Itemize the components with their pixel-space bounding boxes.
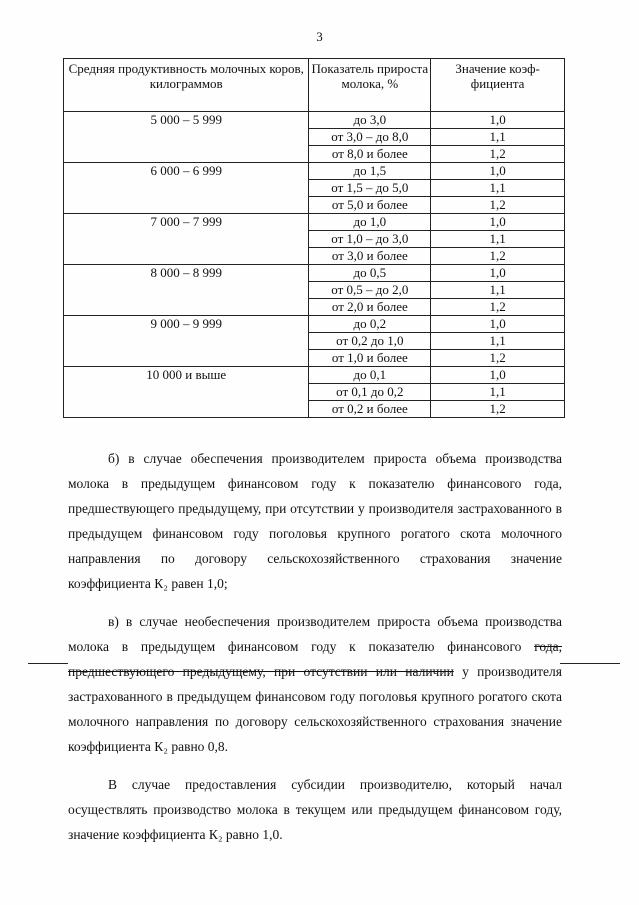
coefficient-cell: 1,0 xyxy=(431,163,565,180)
milk-growth-cell: до 1,0 xyxy=(309,214,431,231)
coefficient-cell: 1,2 xyxy=(431,401,565,418)
coefficient-cell: 1,2 xyxy=(431,299,565,316)
productivity-cell: 7 000 – 7 999 xyxy=(64,214,309,265)
strike-rule-left xyxy=(28,663,68,664)
coefficient-cell: 1,1 xyxy=(431,384,565,401)
coefficient-cell: 1,1 xyxy=(431,333,565,350)
milk-growth-cell: до 3,0 xyxy=(309,112,431,129)
table-row xyxy=(64,367,565,384)
coefficient-cell: 1,1 xyxy=(431,282,565,299)
coefficient-cell: 1,0 xyxy=(431,265,565,282)
header-coefficient: Значение коэф-фициента xyxy=(431,59,565,112)
strike-rule-right xyxy=(560,663,620,664)
coefficient-cell: 1,0 xyxy=(431,112,565,129)
milk-growth-cell: до 0,1 xyxy=(309,367,431,384)
milk-growth-cell: от 1,0 и более xyxy=(309,350,431,367)
paragraph-v xyxy=(68,609,562,759)
page-number: 3 xyxy=(316,29,323,44)
paragraph-v-struck-text: года, предшествующего предыдущему, при отсутствии или наличии xyxy=(68,639,562,679)
coefficient-cell: 1,2 xyxy=(431,248,565,265)
milk-growth-cell: от 1,5 – до 5,0 xyxy=(309,180,431,197)
milk-growth-cell: от 0,2 и более xyxy=(309,401,431,418)
coefficient-cell: 1,0 xyxy=(431,367,565,384)
productivity-cell: 6 000 – 6 999 xyxy=(64,163,309,214)
table-row xyxy=(64,214,565,231)
milk-growth-cell: от 3,0 – до 8,0 xyxy=(309,129,431,146)
paragraph-v-part1: в) в случае необеспечения производителем прироста объема производства молока в предыдущем финансовом году к показателю финансового xyxy=(68,614,562,654)
milk-growth-cell: от 8,0 и более xyxy=(309,146,431,163)
productivity-cell: 10 000 и выше xyxy=(64,367,309,418)
milk-growth-cell: от 0,1 до 0,2 xyxy=(309,384,431,401)
paragraph-v-part2: у производителя застрахованного в предыдущем финансовом году поголовья крупного рогатого скота молочного направления по договору сельскохозяйственного страхования значение коэффициента К₂ равно 0,8. xyxy=(68,664,562,754)
milk-growth-cell: от 1,0 – до 3,0 xyxy=(309,231,431,248)
milk-growth-cell: до 0,5 xyxy=(309,265,431,282)
coefficient-cell: 1,1 xyxy=(431,129,565,146)
coefficient-table xyxy=(63,58,565,418)
coefficient-cell: 1,1 xyxy=(431,180,565,197)
coefficient-cell: 1,2 xyxy=(431,197,565,214)
milk-growth-cell: от 2,0 и более xyxy=(309,299,431,316)
paragraph-last: В случае предоставления субсидии производителю, который начал осуществлять производство молока в текущем или предыдущем финансовом году, значение коэффициента К₂ равно 1,0. xyxy=(68,777,562,842)
paragraph-b: б) в случае обеспечения производителем прироста объема производства молока в предыдущем финансовом году к показателю финансового года, предшествующего предыдущему, при отсутствии у производителя застрахованного в предыдущем финансовом году поголовья крупного рогатого скота молочного направления по договору сельскохозяйственного страхования значение коэффициента К₂ равен 1,0; xyxy=(68,451,562,591)
body-text xyxy=(68,446,562,847)
coefficient-cell: 1,1 xyxy=(431,231,565,248)
header-milk-growth: Показатель прироста молока, % xyxy=(309,59,431,112)
milk-growth-cell: от 0,5 – до 2,0 xyxy=(309,282,431,299)
table-row xyxy=(64,112,565,129)
table-header-row xyxy=(64,59,565,112)
productivity-cell: 8 000 – 8 999 xyxy=(64,265,309,316)
table-row xyxy=(64,163,565,180)
productivity-cell: 9 000 – 9 999 xyxy=(64,316,309,367)
productivity-cell: 5 000 – 5 999 xyxy=(64,112,309,163)
milk-growth-cell: от 5,0 и более xyxy=(309,197,431,214)
coefficient-cell: 1,0 xyxy=(431,214,565,231)
table-row xyxy=(64,265,565,282)
milk-growth-cell: до 1,5 xyxy=(309,163,431,180)
table-body xyxy=(64,112,565,418)
coefficient-cell: 1,0 xyxy=(431,316,565,333)
milk-growth-cell: от 3,0 и более xyxy=(309,248,431,265)
coefficient-cell: 1,2 xyxy=(431,146,565,163)
header-productivity: Средняя продуктивность молочных коров, килограммов xyxy=(64,59,309,112)
table-row xyxy=(64,316,565,333)
coefficient-cell: 1,2 xyxy=(431,350,565,367)
milk-growth-cell: до 0,2 xyxy=(309,316,431,333)
milk-growth-cell: от 0,2 до 1,0 xyxy=(309,333,431,350)
